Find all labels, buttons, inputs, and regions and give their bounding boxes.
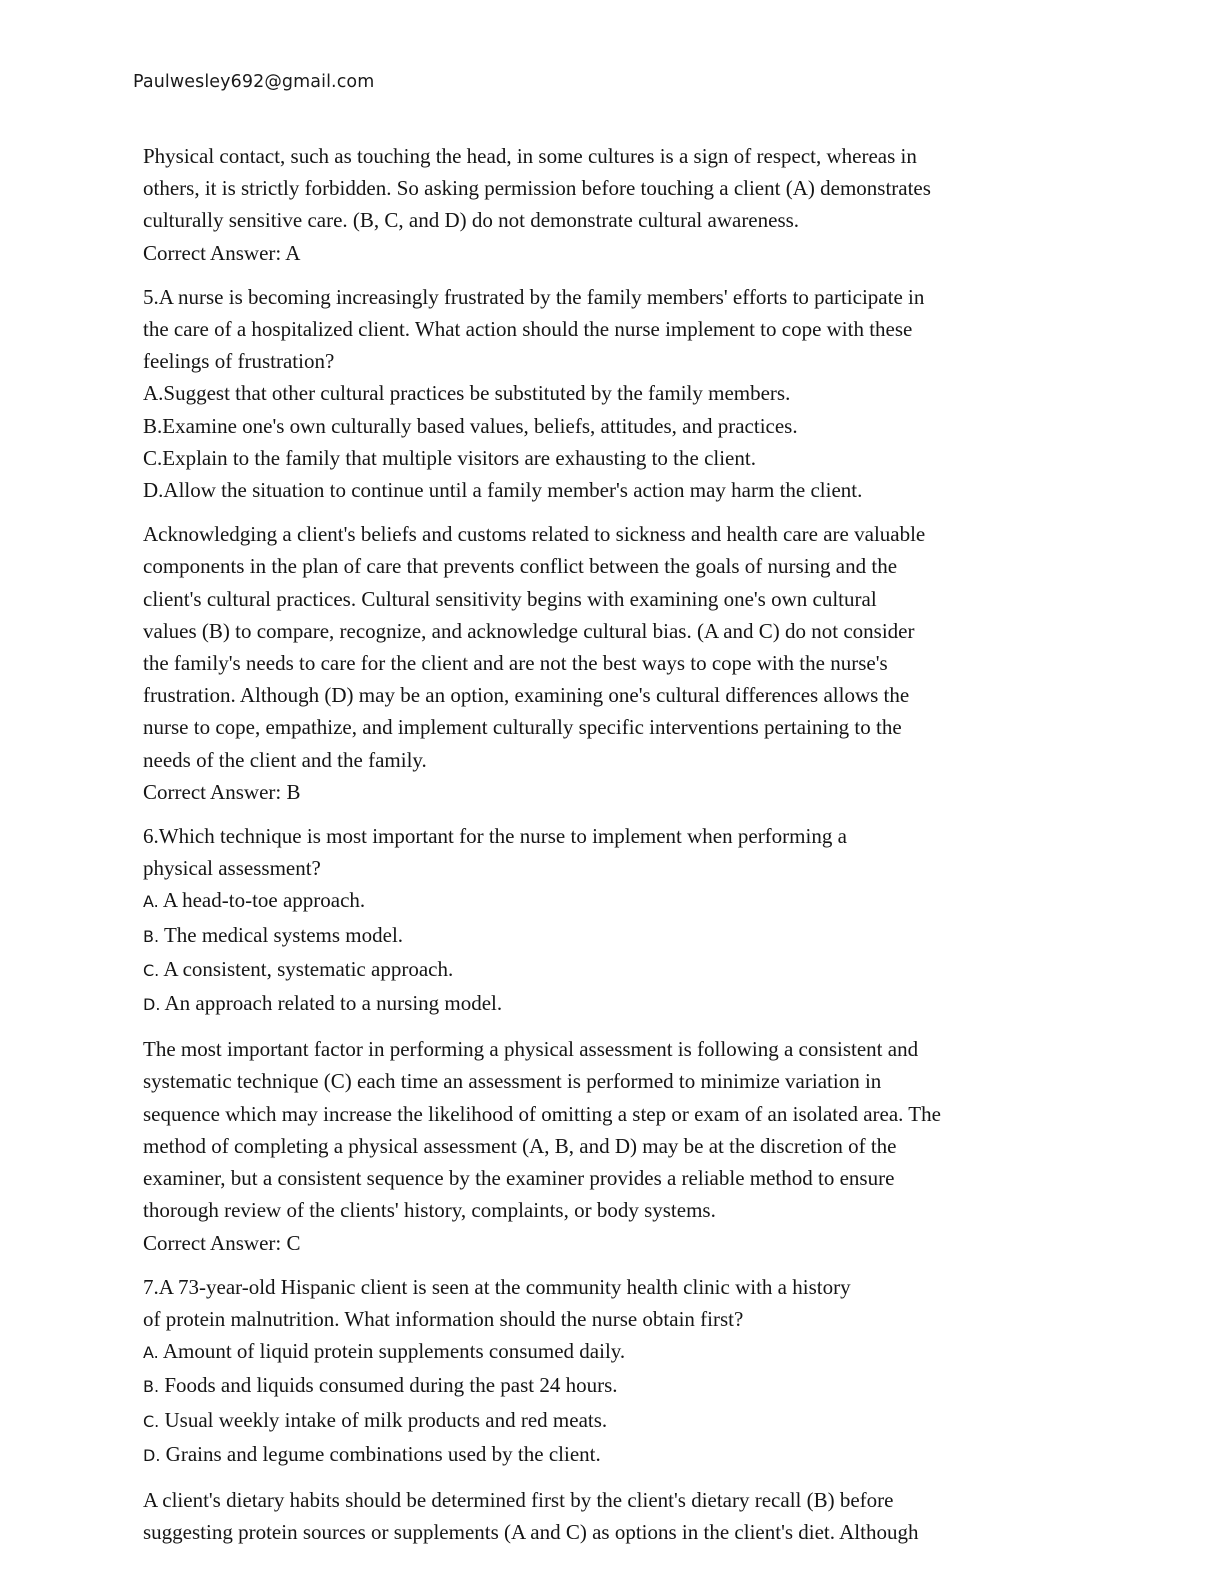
q4-correct-answer: Correct Answer: A (143, 240, 301, 265)
option-text: Grains and legume combinations used by the client. (165, 1441, 601, 1466)
q5-rationale (143, 518, 1083, 808)
q5-option-a: A.Suggest that other cultural practices be substituted by the family members. (143, 381, 791, 406)
q7-rationale-line: A client's dietary habits should be determined first by the client's dietary recall (B) before (143, 1487, 894, 1512)
q6-rationale-line: systematic technique (C) each time an assessment is performed to minimize variation in (143, 1069, 882, 1094)
q5-question (143, 281, 1083, 506)
q5-rationale-line: Acknowledging a client's beliefs and customs related to sickness and health care are valuable (143, 522, 926, 547)
q6-option-b (143, 919, 1083, 953)
q6-question (143, 820, 1083, 1021)
q4-rationale-line: others, it is strictly forbidden. So asking permission before touching a client (A) demonstrates (143, 176, 931, 201)
q5-correct-answer: Correct Answer: B (143, 779, 301, 804)
q6-rationale-line: sequence which may increase the likelihood of omitting a step or exam of an isolated area. The (143, 1101, 941, 1126)
q7-rationale (143, 1484, 1083, 1548)
q6-rationale (143, 1033, 1083, 1258)
q6-option-c (143, 953, 1083, 987)
q4-section (143, 140, 1083, 269)
q5-rationale-line: the family's needs to care for the client and are not the best ways to cope with the nurse's (143, 651, 888, 676)
q5-rationale-line: needs of the client and the family. (143, 747, 427, 772)
q5-option-b: B.Examine one's own culturally based values, beliefs, attitudes, and practices. (143, 413, 798, 438)
option-letter: B. (143, 1377, 160, 1397)
q6-rationale-line: method of completing a physical assessment (A, B, and D) may be at the discretion of the (143, 1133, 897, 1158)
header-email: Paulwesley692@gmail.com (133, 72, 375, 92)
q5-stem-line: feelings of frustration? (143, 349, 335, 374)
q5-rationale-line: client's cultural practices. Cultural sensitivity begins with examining one's own cultural (143, 586, 877, 611)
option-letter: D. (143, 995, 161, 1015)
option-letter: D. (143, 1445, 161, 1465)
q6-stem-line: physical assessment? (143, 856, 321, 881)
q5-option-d: D.Allow the situation to continue until a family member's action may harm the client. (143, 478, 863, 503)
option-letter: C. (143, 960, 160, 980)
option-text: Usual weekly intake of milk products and red meats. (164, 1407, 608, 1432)
q5-rationale-line: frustration. Although (D) may be an option, examining one's cultural differences allows the (143, 683, 910, 708)
q5-rationale-line: values (B) to compare, recognize, and acknowledge cultural bias. (A and C) do not consider (143, 618, 915, 643)
q5-stem-line: the care of a hospitalized client. What action should the nurse implement to cope with these (143, 317, 913, 342)
q7-question (143, 1271, 1083, 1472)
q4-rationale-line: culturally sensitive care. (B, C, and D) do not demonstrate cultural awareness. (143, 208, 800, 233)
q7-option-a (143, 1335, 1083, 1369)
option-text: A head-to-toe approach. (162, 888, 366, 913)
q7-option-d (143, 1438, 1083, 1472)
q7-option-b (143, 1369, 1083, 1403)
q5-stem-line: 5.A nurse is becoming increasingly frustrated by the family members' efforts to participate in (143, 284, 925, 309)
option-letter: C. (143, 1411, 160, 1431)
q6-rationale-line: The most important factor in performing a physical assessment is following a consistent and (143, 1037, 919, 1062)
document-body (143, 140, 1083, 1560)
option-text: Foods and liquids consumed during the past 24 hours. (164, 1373, 618, 1398)
q6-correct-answer: Correct Answer: C (143, 1230, 301, 1255)
q4-rationale-line: Physical contact, such as touching the head, in some cultures is a sign of respect, whereas in (143, 144, 917, 168)
q6-stem-line: 6.Which technique is most important for the nurse to implement when performing a (143, 824, 847, 849)
option-letter: A. (143, 1343, 159, 1363)
q5-rationale-line: nurse to cope, empathize, and implement culturally specific interventions pertaining to the (143, 715, 902, 740)
q7-stem-line: 7.A 73-year-old Hispanic client is seen at the community health clinic with a history (143, 1274, 851, 1299)
q6-option-a (143, 884, 1083, 918)
q6-rationale-line: thorough review of the clients' history, complaints, or body systems. (143, 1198, 716, 1223)
option-text: An approach related to a nursing model. (164, 991, 503, 1016)
q7-rationale-line: suggesting protein sources or supplements (A and C) as options in the client's diet. Although (143, 1520, 919, 1545)
q6-option-d (143, 987, 1083, 1021)
q6-rationale-line: examiner, but a consistent sequence by the examiner provides a reliable method to ensure (143, 1166, 895, 1191)
option-text: A consistent, systematic approach. (163, 956, 454, 981)
option-letter: B. (143, 926, 160, 946)
q5-rationale-line: components in the plan of care that prevents conflict between the goals of nursing and the (143, 554, 898, 579)
option-letter: A. (143, 892, 159, 912)
option-text: The medical systems model. (163, 922, 404, 947)
q5-option-c: C.Explain to the family that multiple visitors are exhausting to the client. (143, 445, 756, 470)
option-text: Amount of liquid protein supplements consumed daily. (162, 1339, 626, 1364)
q7-stem-line: of protein malnutrition. What information should the nurse obtain first? (143, 1306, 744, 1331)
q7-option-c (143, 1404, 1083, 1438)
